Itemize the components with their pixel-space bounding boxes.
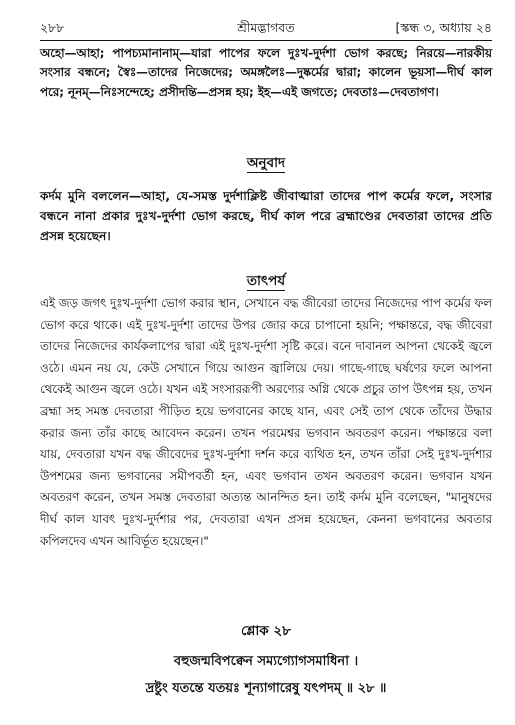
page-header [40,18,492,40]
purport-heading-text: তাৎপর্য [246,273,286,289]
synonyms-paragraph: অহো—আহা; পাপচ্যমানানাম্—যারা পাপের ফলে দুঃখ-দুর্দশা ভোগ করছে; নিরয়ে—নারকীয় সংসার বন্ধনে; স্বৈঃ—তাদের নিজেদের; অমঙ্গলৈঃ—দুষ্কর্মের দ্বারা; কালেন ভূয়সা—দীর্ঘ কাল পরে; নূনম্—নিঃসন্দেহে; প্রসীদন্তি—প্রসন্ন হয়; ইহ—এই জগতে; দেবতাঃ—দেবতাগণ। [40,46,492,99]
chapter-reference: [স্কন্ধ ৩, অধ্যায় ২৪ [395,20,492,35]
translation-heading [40,152,492,175]
book-title: শ্রীমদ্ভাগবত [237,20,295,35]
sanskrit-verse-line-2: দ্রষ্টুং যতন্তে যতয়ঃ শূন্যাগারেষু যৎপদম্ ॥ ২৮ ॥ [145,681,387,696]
purport-heading [40,270,492,293]
page-number: ২৮৮ [40,20,65,35]
purport-paragraph: এই জড় জগৎ দুঃখ-দুর্দশা ভোগ করার স্থান, সেখানে বদ্ধ জীবেরা তাদের নিজেদের পাপ কর্মের ফল ভোগ করে থাকে। এই দুঃখ-দুর্দশা তাদের উপর জোর করে চাপানো হয়নি; পক্ষান্তরে, বদ্ধ জীবেরা তাদের নিজেদের কার্যকলাপের দ্বারা এই দুঃখ-দুর্দশা সৃষ্টি করে। বনে দাবানল আপনা থেকেই জ্বলে ওঠে। এমন নয় যে, কেউ সেখানে গিয়ে আগুন জ্বালিয়ে দেয়। গাছে-গাছে ঘর্ষণের ফলে আপনা থেকেই আগুন জ্বলে ওঠে। যখন এই সংসাররূপী অরণ্যের অগ্নি থেকে প্রচুর তাপ উৎপন্ন হয়, তখন ব্রহ্মা সহ সমস্ত দেবতারা পীড়িত হয়ে ভগবানের কাছে যান, এবং সেই তাপ থেকে তাঁদের উদ্ধার করার জন্য তাঁর কাছে আবেদন করেন। তখন পরমেশ্বর ভগবান অবতরণ করেন। পক্ষান্তরে বলা যায়, দেবতারা যখন বদ্ধ জীবেদের দুঃখ-দুর্দশা দর্শন করে ব্যথিত হন, তখন তাঁরা সেই দুঃখ-দুর্দশার উপশমের জন্য ভগবানের সমীপবর্তী হন, এবং ভগবান তখন অবতরণ করেন। ভগবান যখন অবতরণ করেন, তখন সমস্ত দেবতারা অত্যন্ত আনন্দিত হন। তাই কর্দম মুনি বলেছেন, "মানুষদের দীর্ঘ কাল যাবৎ দুঃখ-দুর্দশার পর, দেবতারা এখন প্রসন্ন হয়েছেন, কেননা ভগবানের অবতার কপিলদেব এখন আবির্ভূত হয়েছেন।" [40,296,492,548]
header-rule [40,40,492,41]
translation-paragraph: কর্দম মুনি বললেন—আহা, যে-সমস্ত দুর্দশাক্লিষ্ট জীবাত্মারা তাদের পাপ কর্মের ফলে, সংসার বন্ধনে নানা প্রকার দুঃখ-দুর্দশা ভোগ করছে, দীর্ঘ কাল পরে ব্রহ্মাণ্ডের দেবতারা তাদের প্রতি প্রসন্ন হয়েছেন। [40,189,492,243]
translation-heading-text: অনুবাদ [246,155,286,171]
verse-number: শ্লোক ২৮ [241,623,291,639]
sanskrit-verse-line-1: বহুজন্মবিপক্বেন সম্যগ্যোগসমাধিনা । [173,654,359,669]
